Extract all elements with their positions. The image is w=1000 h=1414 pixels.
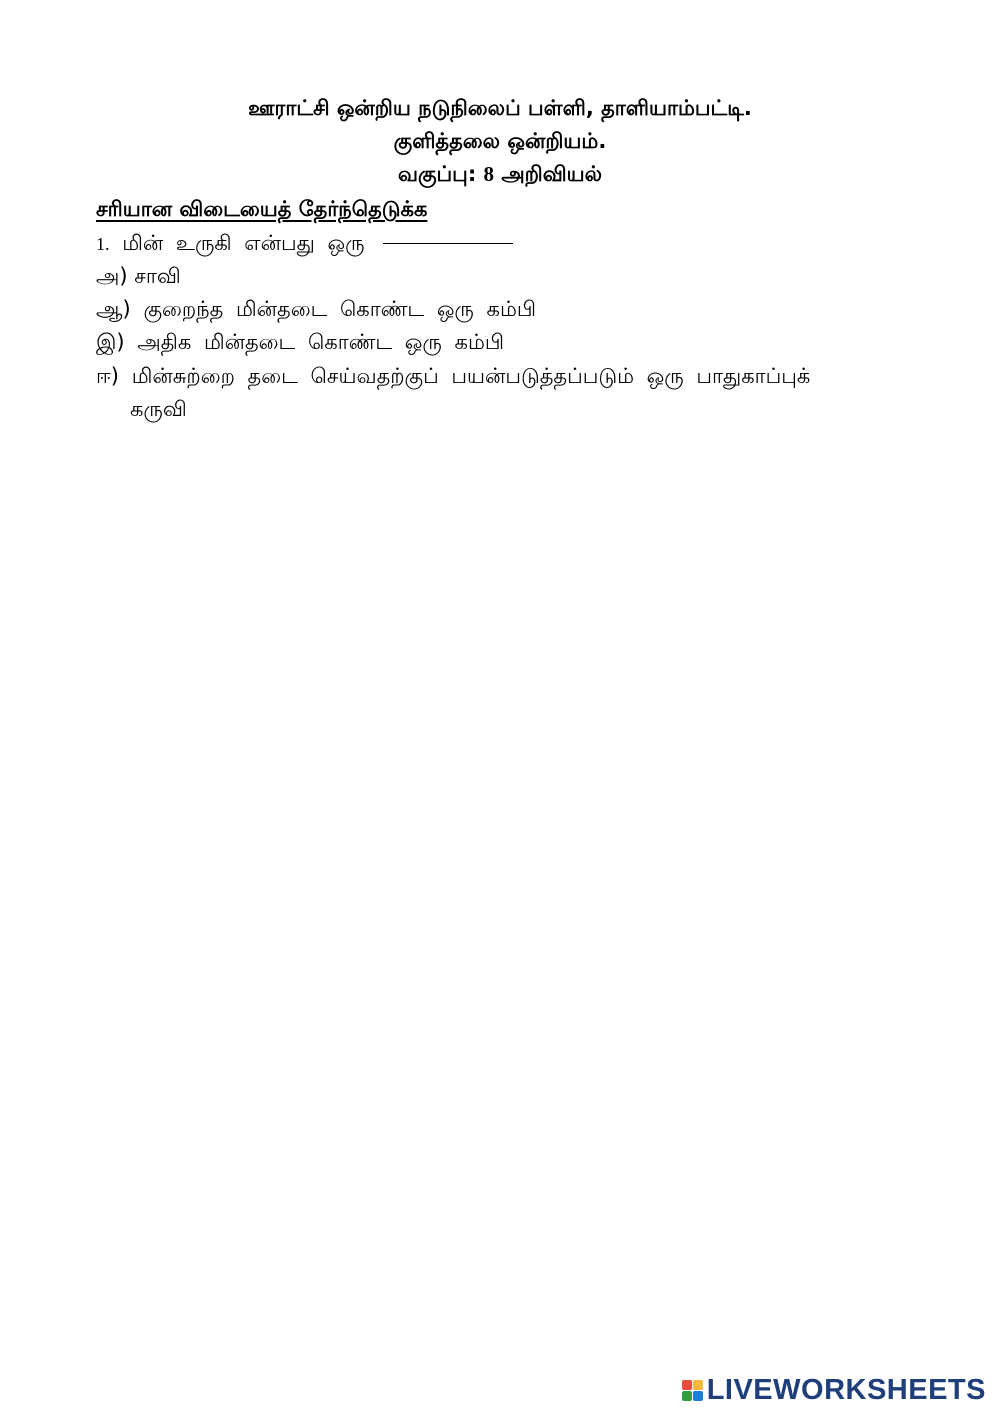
- option-c[interactable]: [96, 326, 504, 359]
- option-text: சாவி: [134, 264, 181, 288]
- question-1: [96, 227, 513, 261]
- option-a[interactable]: [96, 260, 181, 293]
- option-b[interactable]: [96, 293, 536, 326]
- logo-square-blue: [693, 1391, 703, 1401]
- logo-square-green: [682, 1391, 692, 1401]
- class-number: 8: [483, 162, 495, 186]
- class-subject: [0, 158, 1000, 191]
- section-title: சரியான விடையைத் தேர்ந்தெடுக்க: [96, 197, 428, 221]
- option-text: குறைந்த மின்தடை கொண்ட ஒரு கம்பி: [143, 297, 537, 321]
- option-label: ஈ): [96, 364, 119, 388]
- school-name: ஊராட்சி ஒன்றிய நடுநிலைப் பள்ளி, தாளியாம்பட்டி.: [248, 96, 752, 120]
- option-text: அதிக மின்தடை கொண்ட ஒரு கம்பி: [137, 330, 505, 354]
- option-label: அ): [96, 264, 128, 288]
- option-label: ஆ): [96, 297, 131, 321]
- question-text: மின் உருகி என்பது ஒரு: [122, 231, 365, 255]
- option-d[interactable]: [96, 360, 810, 393]
- logo-icon: [682, 1380, 703, 1401]
- subject-label: அறிவியல்: [501, 162, 603, 186]
- class-label: வகுப்பு:: [397, 162, 477, 186]
- answer-blank[interactable]: [383, 243, 513, 244]
- option-d-continuation: கருவி: [130, 397, 187, 421]
- option-text: மின்சுற்றை தடை செய்வதற்குப் பயன்படுத்தப்படும் ஒரு பாதுகாப்புக்: [131, 364, 811, 388]
- question-number: 1.: [96, 234, 110, 254]
- logo-square-yellow: [693, 1380, 703, 1390]
- logo-text: LIVEWORKSHEETS: [706, 1374, 986, 1406]
- union-name: குளித்தலை ஒன்றியம்.: [393, 129, 607, 153]
- liveworksheets-logo: [682, 1374, 986, 1407]
- logo-square-red: [682, 1380, 692, 1390]
- option-label: இ): [96, 330, 125, 354]
